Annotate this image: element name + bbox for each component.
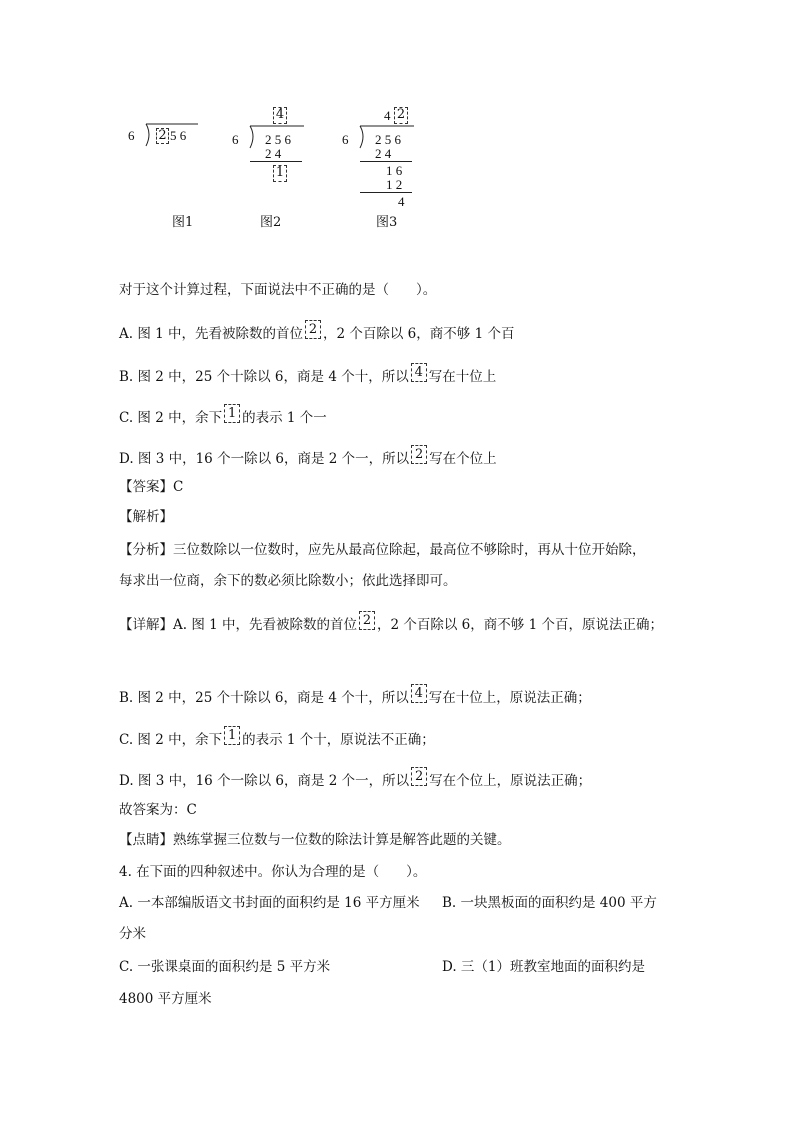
fig3-sub1: 2 4	[375, 146, 392, 161]
option-c-pre: C. 图 2 中，余下	[119, 410, 223, 426]
q4-stem: 4. 在下面的四种叙述中。你认为合理的是（ ）。	[119, 864, 427, 880]
fig2-sub1: 2 4	[265, 146, 282, 161]
fig3-dividend: 2 5 6	[375, 132, 401, 147]
q4-option-d-line2: 4800 平方厘米	[119, 991, 212, 1007]
option-b-post: 写在十位上	[428, 369, 497, 385]
fenxi-label: 【分析】	[119, 542, 173, 558]
fig1-dividend-rest: 5 6	[170, 128, 187, 143]
fig3-quotient-box: 2	[394, 107, 408, 124]
fig3-rule-1	[360, 161, 412, 162]
detail-c	[119, 728, 435, 752]
option-a-pre: A. 图 1 中，先看被除数的首位	[119, 326, 304, 342]
fenxi-line-1	[119, 541, 646, 559]
q4-option-c: C. 一张课桌面的面积约是 5 平方米	[119, 959, 331, 975]
fig1-divisor: 6	[128, 128, 135, 143]
answer-value: C	[173, 479, 184, 495]
fig3-step2: 1 6	[386, 163, 403, 178]
answer-label: 【答案】	[119, 479, 173, 495]
fig2-dividend: 2 5 6	[265, 132, 291, 147]
option-d	[119, 447, 497, 471]
detail-a-pre: A. 图 1 中，先看被除数的首位	[173, 617, 358, 633]
fig2-remainder-box: 1	[273, 165, 287, 182]
option-b	[119, 365, 497, 389]
detail-c-post: 的表示 1 个十，原说法不正确；	[242, 732, 435, 748]
option-b-box: 4	[411, 363, 427, 382]
option-c	[119, 406, 327, 430]
fenxi-line-2: 每求出一位商，余下的数必须比除数小；依此选择即可。	[119, 573, 457, 589]
detail-c-box: 1	[224, 726, 240, 745]
q4-option-d-line1: D. 三（1）班教室地面的面积约是	[442, 959, 646, 975]
final-answer: 故答案为：C	[119, 802, 197, 818]
option-a-box: 2	[305, 320, 321, 339]
option-d-box: 2	[411, 445, 427, 464]
detail-b-pre: B. 图 2 中，25 个十除以 6，商是 4 个十，所以	[119, 690, 409, 706]
fig3-divisor: 6	[342, 132, 349, 147]
detail-d-post: 写在个位上，原说法正确；	[429, 773, 592, 789]
q4-option-b-line2: 分米	[119, 926, 146, 942]
detail-d-box: 2	[411, 767, 427, 786]
detail-b	[119, 686, 591, 710]
fig2-caption: 图2	[260, 215, 282, 230]
detail-d-pre: D. 图 3 中，16 个一除以 6，商是 2 个一，所以	[119, 773, 410, 789]
option-c-box: 1	[224, 404, 240, 423]
fig2-quotient-box: 4	[273, 107, 287, 124]
fig1-caption: 图1	[172, 215, 194, 230]
fig2-rule	[250, 161, 302, 162]
fig3-sub2: 1 2	[386, 177, 403, 192]
fig3-remainder: 4	[398, 194, 405, 209]
analysis-label: 【解析】	[119, 509, 173, 525]
detail-a	[119, 613, 663, 637]
option-a	[119, 322, 515, 346]
detail-b-box: 4	[411, 684, 427, 703]
question-stem: 对于这个计算过程，下面说法中不正确的是（ ）。	[119, 282, 437, 298]
fig3-caption: 图3	[376, 215, 398, 230]
answer-line	[119, 478, 183, 496]
option-a-post: ，2 个百除以 6，商不够 1 个百	[323, 326, 515, 342]
detail-label: 【详解】	[119, 617, 173, 633]
option-c-post: 的表示 1 个一	[242, 410, 327, 426]
dianjing-text: 熟练掌握三位数与一位数的除法计算是解答此题的关键。	[173, 832, 511, 848]
detail-d	[119, 769, 592, 793]
detail-c-pre: C. 图 2 中，余下	[119, 732, 223, 748]
fig2-divisor: 6	[232, 132, 239, 147]
q4-option-b-line1: B. 一块黑板面的面积约是 400 平方	[442, 895, 657, 911]
fig3-quotient-digit: 4	[384, 108, 391, 123]
dianjing-label: 【点睛】	[119, 832, 173, 848]
option-b-pre: B. 图 2 中，25 个十除以 6，商是 4 个十，所以	[119, 369, 409, 385]
detail-b-post: 写在十位上，原说法正确；	[428, 690, 591, 706]
fig3-rule-2	[360, 192, 412, 193]
fenxi-text-1: 三位数除以一位数时，应先从最高位除起，最高位不够除时，再从十位开始除，	[173, 542, 646, 558]
q4-option-a: A. 一本部编版语文书封面的面积约是 16 平方厘米	[119, 895, 420, 911]
detail-a-box: 2	[359, 611, 375, 630]
fig1-dividend-box: 2	[156, 128, 169, 144]
option-d-post: 写在个位上	[429, 451, 497, 467]
option-d-pre: D. 图 3 中，16 个一除以 6，商是 2 个一，所以	[119, 451, 410, 467]
detail-a-post: ，2 个百除以 6，商不够 1 个百，原说法正确；	[377, 617, 663, 633]
dianjing-line	[119, 831, 511, 849]
